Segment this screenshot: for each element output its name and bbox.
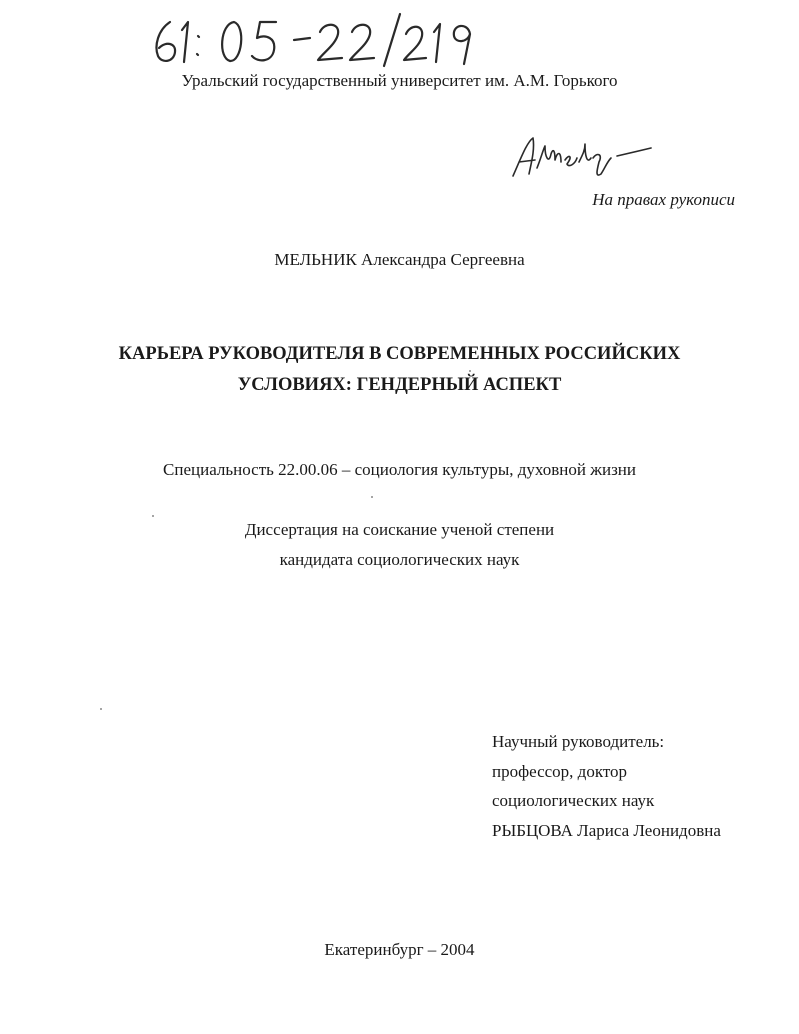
rights-note: На правах рукописи bbox=[592, 190, 735, 209]
supervisor-name: РЫБЦОВА Лариса Леонидовна bbox=[492, 820, 721, 840]
supervisor-label: Научный руководитель: bbox=[492, 732, 665, 751]
degree-line-1: Диссертация на соискание ученой степени bbox=[244, 520, 555, 539]
degree-line-2: кандидата социологических наук bbox=[279, 550, 520, 569]
city-year: Екатеринбург – 2004 bbox=[324, 940, 475, 959]
scan-speck bbox=[371, 496, 373, 498]
author-name: МЕЛЬНИК Александра Сергеевна bbox=[274, 250, 525, 269]
supervisor-rank: профессор, доктор bbox=[492, 761, 628, 781]
specialty: Специальность 22.00.06 – социология культуры, духовной жизни bbox=[163, 460, 636, 479]
scan-speck bbox=[469, 370, 471, 372]
thesis-title bbox=[0, 339, 799, 401]
supervisor-field: социологических наук bbox=[492, 791, 655, 810]
scan-speck bbox=[152, 515, 154, 517]
title-line-2: УСЛОВИЯХ: ГЕНДЕРНЫЙ АСПЕКТ bbox=[237, 375, 562, 395]
supervisor-block bbox=[492, 727, 721, 845]
scan-speck bbox=[100, 708, 102, 710]
handwritten-catalog-number bbox=[148, 8, 498, 70]
university-name: Уральский государственный университет им. А.М. Горького bbox=[181, 71, 618, 90]
title-line-1: КАРЬЕРА РУКОВОДИТЕЛЯ В СОВРЕМЕННЫХ РОССИЙСКИХ bbox=[118, 344, 681, 364]
signature bbox=[505, 128, 655, 184]
